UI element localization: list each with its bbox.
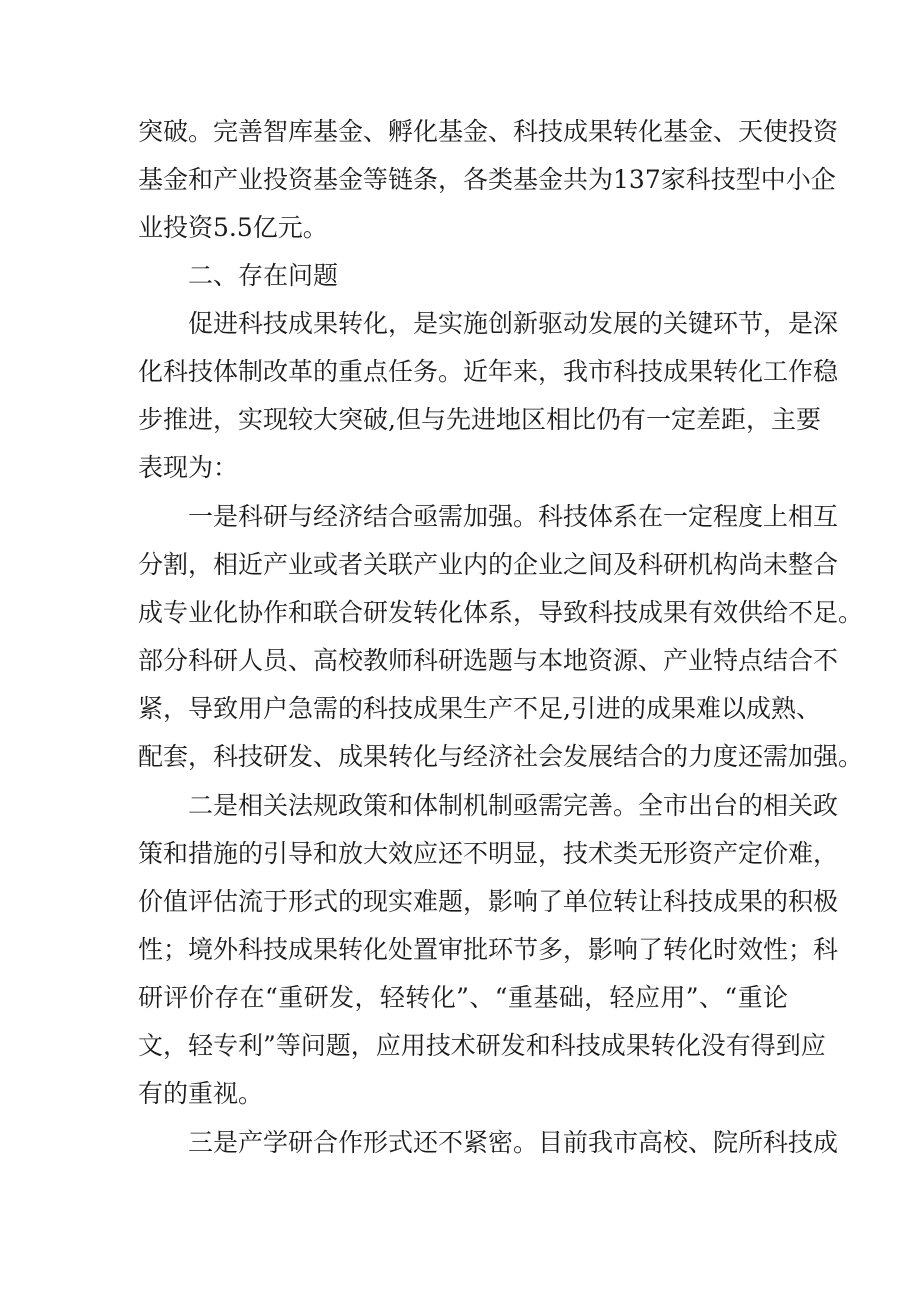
paragraph-line-20: 文，轻专利”等问题，应用技术研发和科技成果转化没有得到应 xyxy=(138,1031,826,1060)
paragraph-line-13: 紧，导致用户急需的科技成果生产不足,引进的成果难以成熟、 xyxy=(138,694,821,723)
paragraph-line-19: 研评价存在“重研发，轻转化”、“重基础，轻应用”、“重论 xyxy=(138,983,788,1012)
paragraph-line-3: 业投资5.5亿元。 xyxy=(138,213,328,242)
paragraph-line-7: 步推进，实现较大突破,但与先进地区相比仍有一定差距，主要 xyxy=(138,405,821,434)
paragraph-line-21: 有的重视。 xyxy=(138,1079,264,1108)
paragraph-line-10: 分割，相近产业或者关联产业内的企业之间及科研机构尚未整合 xyxy=(138,550,839,579)
paragraph-line-8: 表现为： xyxy=(138,453,239,482)
paragraph-line-5: 促进科技成果转化，是实施创新驱动发展的关键环节，是深 xyxy=(188,309,839,338)
paragraph-line-2: 基金和产业投资基金等链条，各类基金共为137家科技型中小企 xyxy=(138,165,836,194)
paragraph-line-12: 部分科研人员、高校教师科研选题与本地资源、产业特点结合不 xyxy=(138,646,839,675)
paragraph-line-14: 配套，科技研发、成果转化与经济社会发展结合的力度还需加强。 xyxy=(138,742,864,771)
paragraph-line-9: 一是科研与经济结合亟需加强。科技体系在一定程度上相互 xyxy=(188,502,839,531)
paragraph-line-11: 成专业化协作和联合研发转化体系，导致科技成果有效供给不足。 xyxy=(138,598,864,627)
paragraph-line-17: 价值评估流于形式的现实难题，影响了单位转让科技成果的积极 xyxy=(138,887,839,916)
paragraph-line-15: 二是相关法规政策和体制机制亟需完善。全市出台的相关政 xyxy=(188,791,839,820)
paragraph-line-18: 性；境外科技成果转化处置审批环节多，影响了转化时效性；科 xyxy=(138,935,839,964)
paragraph-line-6: 化科技体制改革的重点任务。近年来，我市科技成果转化工作稳 xyxy=(138,357,839,386)
paragraph-line-1: 突破。完善智库基金、孵化基金、科技成果转化基金、天使投资 xyxy=(138,117,839,146)
paragraph-line-22: 三是产学研合作形式还不紧密。目前我市高校、院所科技成 xyxy=(188,1128,839,1157)
paragraph-line-16: 策和措施的引导和放大效应还不明显，技术类无形资产定价难， xyxy=(138,839,839,868)
section-heading: 二、存在问题 xyxy=(188,261,339,290)
